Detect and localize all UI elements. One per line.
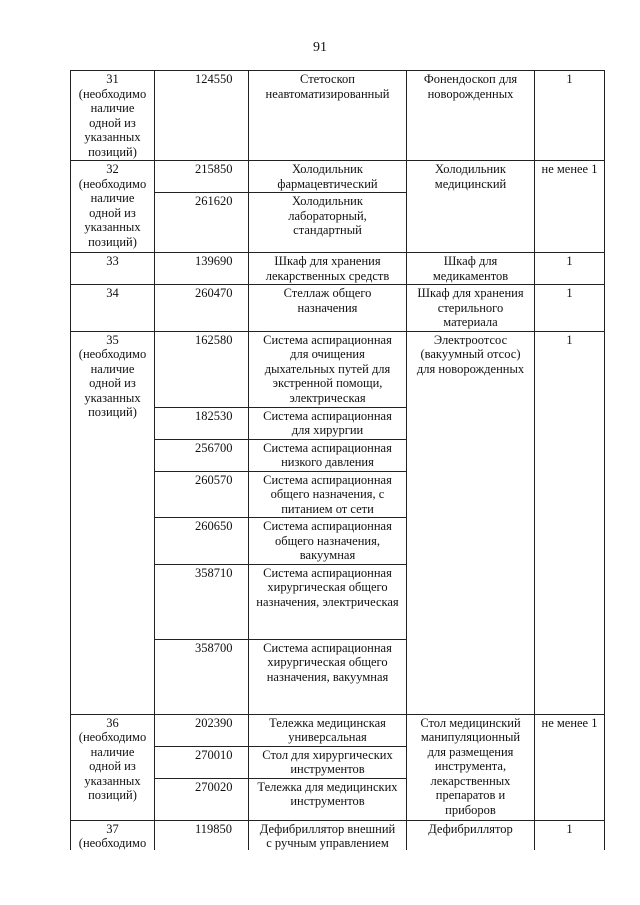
equipment-name: Система аспирационная общего назначения, вакуумная — [249, 518, 407, 565]
page-bottom-margin — [0, 850, 640, 905]
equipment-name: Холодильник фармацевтический — [249, 161, 407, 193]
quantity: не менее 1 — [535, 161, 605, 253]
equipment-name: Дефибриллятор внешний с ручным управлением — [249, 820, 407, 852]
type-code: 215850 — [155, 161, 249, 193]
equipment-equivalent: Фонендоскоп для новорожденных — [407, 71, 535, 161]
equipment-name: Стетоскоп неавтоматизированный — [249, 71, 407, 161]
position-number: 34 — [71, 285, 155, 332]
type-code: 358710 — [155, 564, 249, 639]
equipment-name: Система аспирационная общего назначения, с питанием от сети — [249, 471, 407, 518]
position-number: 32 (необходимо наличие одной из указанных позиций) — [71, 161, 155, 253]
table-row — [71, 331, 605, 407]
quantity: не менее 1 — [535, 714, 605, 820]
type-code: 139690 — [155, 253, 249, 285]
equipment-equivalent: Дефибриллятор — [407, 820, 535, 882]
equipment-table — [70, 70, 605, 883]
type-code: 182530 — [155, 407, 249, 439]
type-code: 260470 — [155, 285, 249, 332]
equipment-name: Стол для хирургических инструментов — [249, 746, 407, 778]
type-code: 260650 — [155, 518, 249, 565]
equipment-equivalent: Электроотсос (вакуумный отсос) для новорожденных — [407, 331, 535, 714]
position-number: 35 (необходимо наличие одной из указанных позиций) — [71, 331, 155, 714]
table-row — [71, 161, 605, 193]
equipment-equivalent: Шкаф для хранения стерильного материала — [407, 285, 535, 332]
type-code: 261620 — [155, 193, 249, 253]
type-code: 202390 — [155, 714, 249, 746]
type-code: 162580 — [155, 331, 249, 407]
position-number: 33 — [71, 253, 155, 285]
position-number: 37 (необходимо — [71, 820, 155, 882]
quantity: 1 — [535, 285, 605, 332]
type-code: 256700 — [155, 439, 249, 471]
quantity: 1 — [535, 71, 605, 161]
type-code: 270010 — [155, 746, 249, 778]
type-code: 124550 — [155, 71, 249, 161]
equipment-name: Стеллаж общего назначения — [249, 285, 407, 332]
equipment-equivalent: Стол медицинский манипуляционный для размещения инструмента, лекарственных препаратов и приборов — [407, 714, 535, 820]
type-code: 260570 — [155, 471, 249, 518]
position-number: 36 (необходимо наличие одной из указанных позиций) — [71, 714, 155, 820]
equipment-equivalent: Шкаф для медикаментов — [407, 253, 535, 285]
equipment-name: Система аспирационная хирургическая общего назначения, электрическая — [249, 564, 407, 639]
equipment-name: Шкаф для хранения лекарственных средств — [249, 253, 407, 285]
type-code: 119850 — [155, 820, 249, 852]
page-number: 91 — [313, 40, 327, 55]
type-code: 270020 — [155, 778, 249, 820]
quantity: 1 — [535, 820, 605, 882]
equipment-name: Система аспирационная низкого давления — [249, 439, 407, 471]
table-row — [71, 285, 605, 332]
position-number: 31 (необходимо наличие одной из указанных позиций) — [71, 71, 155, 161]
equipment-name: Холодильник лабораторный, стандартный — [249, 193, 407, 253]
equipment-equivalent: Холодильник медицинский — [407, 161, 535, 253]
table-row — [71, 714, 605, 746]
equipment-name: Система аспирационная для хирургии — [249, 407, 407, 439]
table-row — [71, 253, 605, 285]
equipment-name: Тележка для медицинских инструментов — [249, 778, 407, 820]
table-row — [71, 820, 605, 852]
equipment-name: Тележка медицинская универсальная — [249, 714, 407, 746]
quantity: 1 — [535, 253, 605, 285]
table-row — [71, 71, 605, 161]
type-code: 358700 — [155, 639, 249, 714]
quantity: 1 — [535, 331, 605, 714]
equipment-name: Система аспирационная для очищения дыхательных путей для экстренной помощи, электрическая — [249, 331, 407, 407]
equipment-name: Система аспирационная хирургическая общего назначения, вакуумная — [249, 639, 407, 714]
